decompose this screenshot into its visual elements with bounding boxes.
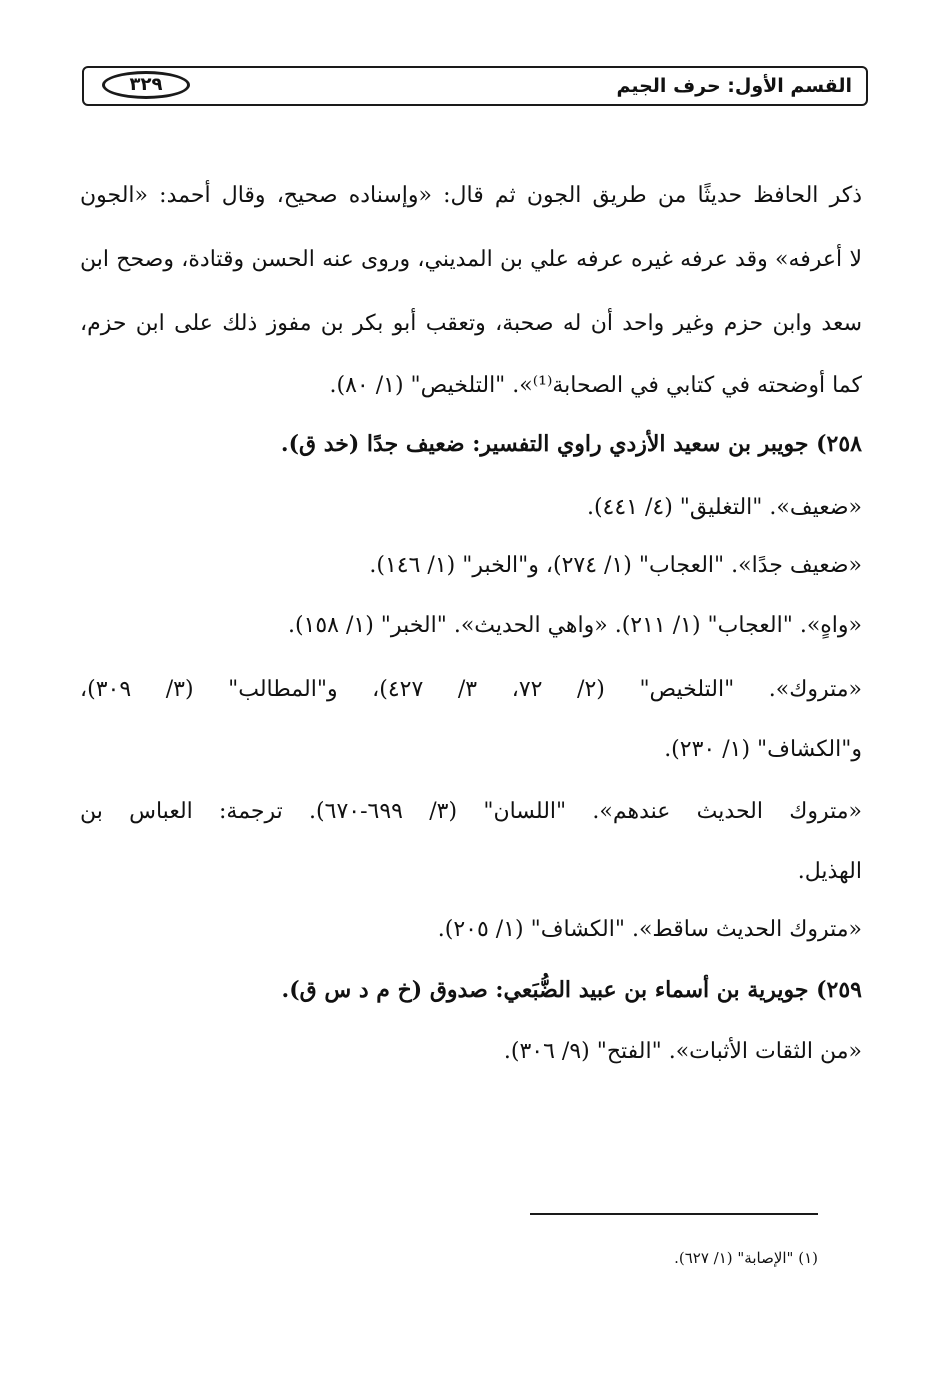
text-line: «ضعيف». "التغليق" (٤/ ٤٤١).	[586, 495, 862, 520]
footnote: (١) "الإصابة" (١/ ٦٢٧).	[674, 1249, 818, 1267]
text-line: «متروك الحديث عندهم». "اللسان" (٣/ ٦٩٩-٦٧٠). ترجمة: العباس بن	[80, 799, 862, 824]
text-line: «متروك». "التلخيص" (٢/ ٧٢، ٣/ ٤٢٧)، و"المطالب" (٣/ ٣٠٩)،	[80, 677, 863, 702]
text-line: «من الثقات الأثبات». "الفتح" (٩/ ٣٠٦).	[503, 1039, 862, 1064]
running-header	[82, 66, 868, 106]
page-number: ٣٢٩	[102, 71, 190, 99]
text-line: «متروك الحديث ساقط». "الكشاف" (١/ ٢٠٥).	[437, 917, 862, 942]
text-line: لا أعرفه» وقد عرفه غيره عرفه علي بن المديني، وروى عنه الحسن وقتادة، وصحح ابن	[80, 247, 862, 272]
text-line: كما أوضحته في كتابي في الصحابة⁽¹⁾». "التلخيص" (١/ ٨٠).	[329, 373, 862, 398]
text-line: و"الكشاف" (١/ ٢٣٠).	[664, 737, 862, 762]
text-line: «واهٍ». "العجاب" (١/ ٢١١). «واهي الحديث». "الخبر" (١/ ١٥٨).	[287, 613, 862, 638]
section-title: القسم الأول: حرف الجيم	[616, 75, 852, 97]
entry-heading-258: ٢٥٨) جويبر بن سعيد الأزدي راوي التفسير: ضعيف جدًا (خد ق).	[280, 431, 862, 457]
text-line: الهذيل.	[797, 859, 862, 884]
footnote-divider	[530, 1213, 818, 1215]
text-line: ذكر الحافظ حديثًا من طريق الجون ثم قال: «وإسناده صحيح، وقال أحمد: «الجون	[80, 183, 862, 208]
text-line: «ضعيف جدًا». "العجاب" (١/ ٢٧٤)، و"الخبر" (١/ ١٤٦).	[369, 553, 862, 578]
entry-heading-259: ٢٥٩) جويرية بن أسماء بن عبيد الضُّبَعي: صدوق (خ م د س ق).	[281, 977, 862, 1003]
text-line: سعد وابن حزم وغير واحد أن له صحبة، وتعقب أبو بكر بن مفوز ذلك على ابن حزم،	[80, 311, 862, 336]
